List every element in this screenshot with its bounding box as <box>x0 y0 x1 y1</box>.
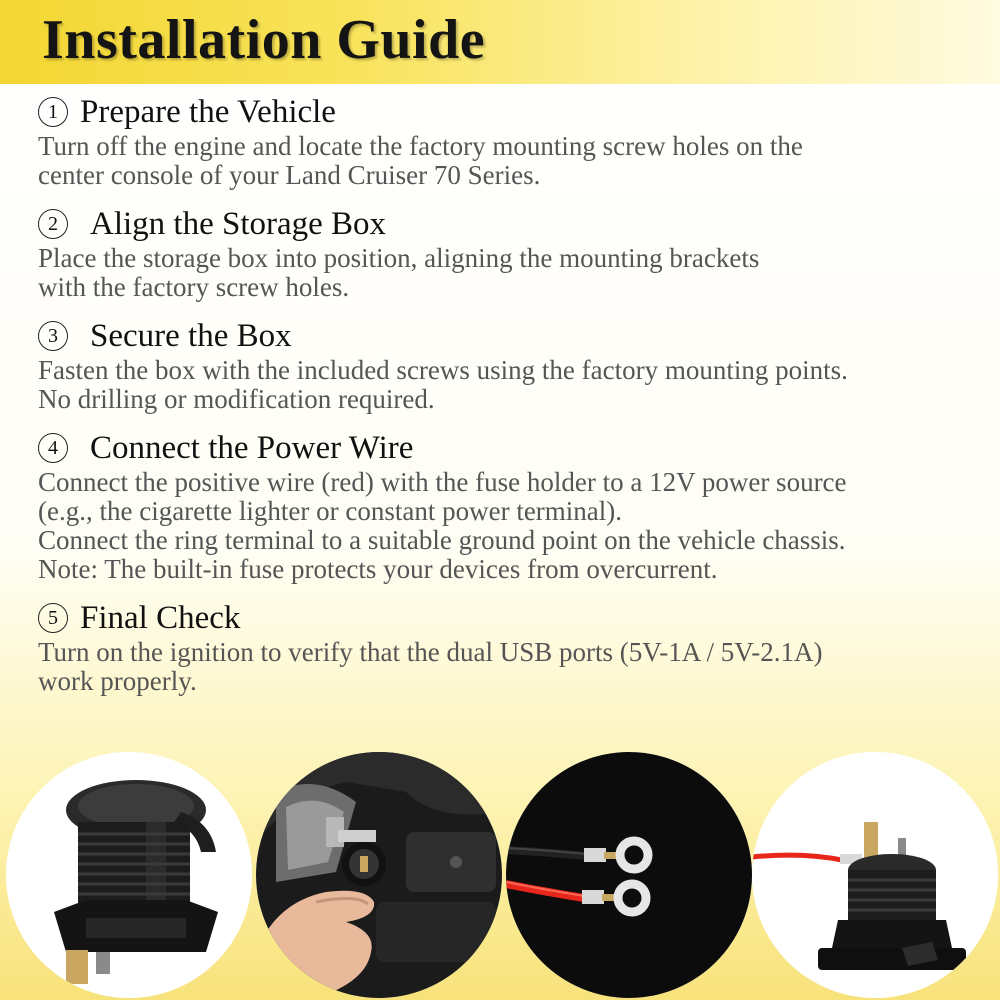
step-title <box>38 92 968 132</box>
console-install-photo-icon <box>256 752 502 998</box>
step-heading: Final Check <box>80 600 241 636</box>
step-text-line: (e.g., the cigarette lighter or constant power terminal). <box>38 496 623 526</box>
step-heading: Connect the Power Wire <box>90 430 414 466</box>
step-number-badge: 3 <box>38 321 68 351</box>
usb-socket-photo-icon <box>6 752 252 998</box>
step-text-line: Turn off the engine and locate the factory mounting screw holes on the <box>38 131 803 161</box>
socket-rear-wire-photo-icon <box>752 752 998 998</box>
step-text-line: No drilling or modification required. <box>38 384 435 414</box>
wire-ring-terminals-photo-icon <box>506 752 752 998</box>
step-text-line: Place the storage box into position, aligning the mounting brackets <box>38 243 760 273</box>
step-description <box>38 468 968 584</box>
step-text-line: Fasten the box with the included screws using the factory mounting points. <box>38 355 848 385</box>
step-number-badge: 4 <box>38 433 68 463</box>
step-text-line: work properly. <box>38 666 197 696</box>
step-5 <box>38 598 968 696</box>
step-text-line: Connect the ring terminal to a suitable ground point on the vehicle chassis. <box>38 525 846 555</box>
step-3 <box>38 316 968 414</box>
step-description <box>38 356 968 414</box>
step-text-line: Turn on the ignition to verify that the dual USB ports (5V-1A / 5V-2.1A) <box>38 637 823 667</box>
step-title <box>38 204 968 244</box>
title-banner <box>0 0 1000 84</box>
steps-list <box>38 92 968 710</box>
step-heading: Secure the Box <box>90 318 292 354</box>
photo-row <box>0 752 1000 1000</box>
step-heading: Prepare the Vehicle <box>80 94 336 130</box>
step-text-line: center console of your Land Cruiser 70 Series. <box>38 160 541 190</box>
step-title <box>38 598 968 638</box>
step-text-line: Connect the positive wire (red) with the fuse holder to a 12V power source <box>38 467 847 497</box>
step-title <box>38 316 968 356</box>
step-text-line: with the factory screw holes. <box>38 272 350 302</box>
step-description <box>38 244 968 302</box>
page-title: Installation Guide <box>42 9 486 71</box>
step-4 <box>38 428 968 584</box>
step-description <box>38 638 968 696</box>
step-number-badge: 1 <box>38 97 68 127</box>
step-description <box>38 132 968 190</box>
step-text-line: Note: The built-in fuse protects your devices from overcurrent. <box>38 554 718 584</box>
step-2 <box>38 204 968 302</box>
step-number-badge: 2 <box>38 209 68 239</box>
step-number-badge: 5 <box>38 603 68 633</box>
step-title <box>38 428 968 468</box>
step-heading: Align the Storage Box <box>90 206 387 242</box>
step-1 <box>38 92 968 190</box>
